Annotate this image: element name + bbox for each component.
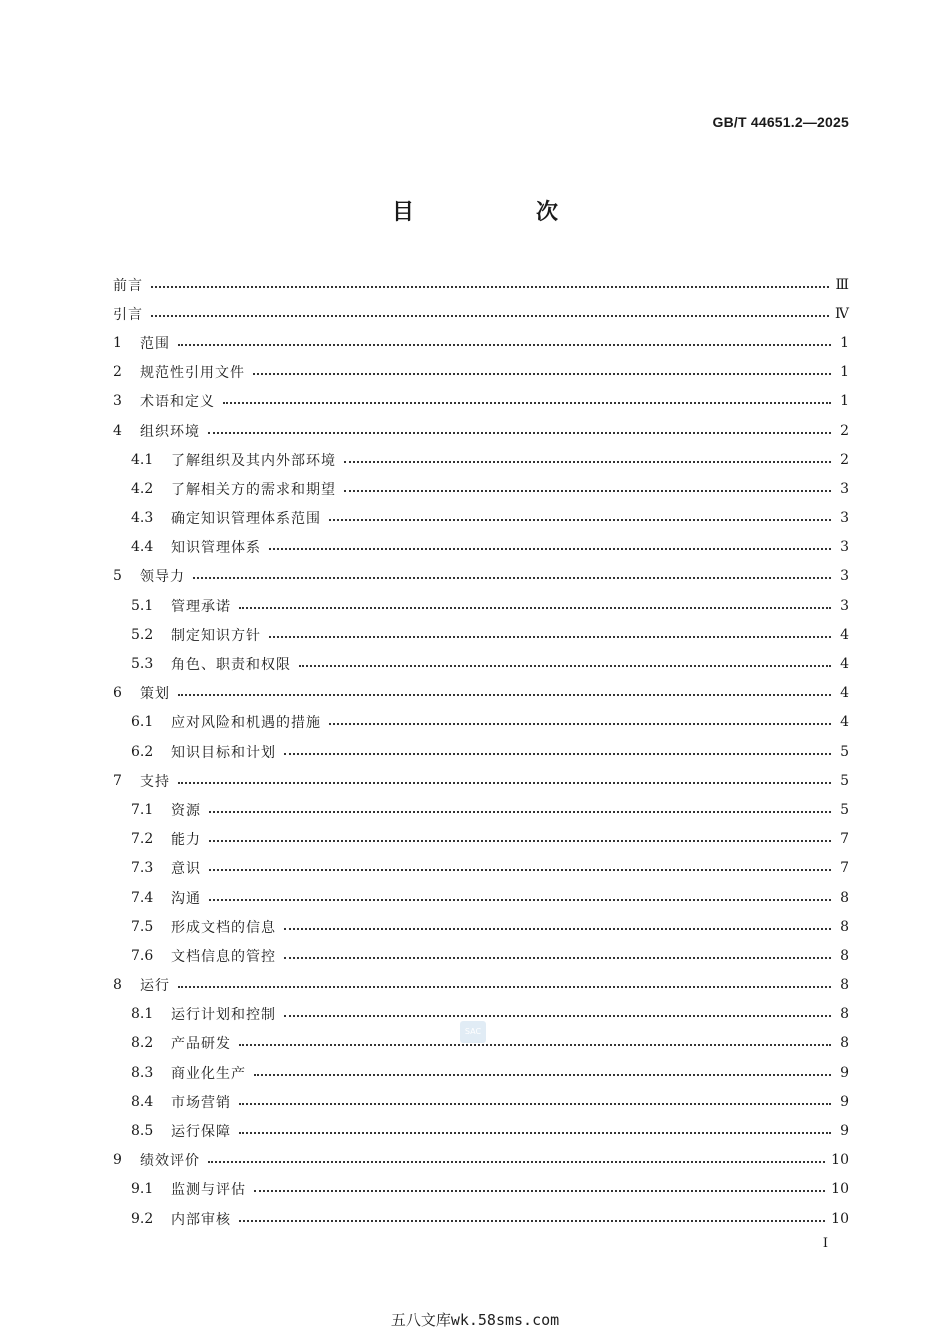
toc-entry-page: 1 xyxy=(840,334,849,351)
toc-entry-label: 规范性引用文件 xyxy=(140,365,245,382)
toc-entry-page: 3 xyxy=(840,510,849,527)
toc-dot-leader xyxy=(239,1044,831,1046)
toc-dot-leader xyxy=(329,519,831,521)
toc-dot-leader xyxy=(178,986,831,988)
toc-entry[interactable] xyxy=(113,591,849,620)
toc-entry-number: 9 xyxy=(113,1152,122,1169)
toc-entry-number: 6.1 xyxy=(131,714,154,731)
toc-entry-page: 5 xyxy=(840,801,849,818)
toc-entry[interactable] xyxy=(113,504,849,533)
toc-entry-label: 文档信息的管控 xyxy=(171,948,276,965)
toc-entry-page: 8 xyxy=(840,977,849,994)
toc-dot-leader xyxy=(239,1220,825,1222)
toc-dot-leader xyxy=(193,577,831,579)
toc-entry[interactable] xyxy=(113,766,849,795)
toc-dot-leader xyxy=(209,811,831,813)
toc-entry-label: 制定知识方针 xyxy=(171,627,261,644)
toc-dot-leader xyxy=(269,548,831,550)
toc-entry-label: 了解相关方的需求和期望 xyxy=(171,481,336,498)
toc-entry-number: 5.1 xyxy=(131,597,154,614)
toc-entry-label: 了解组织及其内外部环境 xyxy=(171,452,336,469)
toc-entry-page: 3 xyxy=(840,480,849,497)
toc-entry-number: 8 xyxy=(113,977,122,994)
toc-entry-number: 2 xyxy=(113,364,122,381)
toc-dot-leader xyxy=(254,1190,825,1192)
toc-dot-leader xyxy=(209,899,831,901)
toc-entry-page: 7 xyxy=(840,860,849,877)
toc-dot-leader xyxy=(284,928,831,930)
toc-entry-label: 确定知识管理体系范围 xyxy=(171,511,321,528)
toc-entry[interactable] xyxy=(113,416,849,445)
toc-entry-page: 10 xyxy=(831,1181,849,1198)
toc-entry-number: 5 xyxy=(113,568,122,585)
toc-entry-label: 形成文档的信息 xyxy=(171,919,276,936)
toc-entry-page: 9 xyxy=(840,1064,849,1081)
toc-entry-label: 组织环境 xyxy=(140,423,200,440)
toc-dot-leader xyxy=(209,869,831,871)
toc-entry-number: 7.3 xyxy=(131,860,154,877)
toc-entry-label: 内部审核 xyxy=(171,1211,231,1228)
toc-entry[interactable] xyxy=(113,1087,849,1116)
toc-entry-label: 资源 xyxy=(171,802,201,819)
toc-entry-label: 术语和定义 xyxy=(140,394,215,411)
toc-entry-label: 监测与评估 xyxy=(171,1182,246,1199)
toc-entry-number: 1 xyxy=(113,334,122,351)
toc-entry-label: 前言 xyxy=(113,277,143,294)
toc-dot-leader xyxy=(284,753,831,755)
toc-entry-page: 4 xyxy=(840,714,849,731)
toc-entry-label: 角色、职责和权限 xyxy=(171,657,291,674)
toc-entry-page: 8 xyxy=(840,889,849,906)
toc-entry-page: 4 xyxy=(840,626,849,643)
toc-entry-number: 5.3 xyxy=(131,656,154,673)
toc-entry-number: 4.3 xyxy=(131,510,154,527)
toc-entry-label: 意识 xyxy=(171,861,201,878)
toc-entry-label: 领导力 xyxy=(140,569,185,586)
toc-dot-leader xyxy=(284,1015,831,1017)
toc-entry-page: 5 xyxy=(840,772,849,789)
table-of-contents xyxy=(113,270,849,1233)
toc-entry[interactable] xyxy=(113,562,849,591)
toc-dot-leader xyxy=(254,1074,831,1076)
toc-entry-number: 3 xyxy=(113,393,122,410)
toc-entry-number: 4.4 xyxy=(131,539,154,556)
toc-entry-page: 10 xyxy=(831,1210,849,1227)
toc-entry-label: 运行 xyxy=(140,978,170,995)
toc-entry[interactable] xyxy=(113,1204,849,1233)
toc-entry[interactable] xyxy=(113,1058,849,1087)
toc-entry[interactable] xyxy=(113,1146,849,1175)
toc-dot-leader xyxy=(284,957,831,959)
toc-entry-label: 应对风险和机遇的措施 xyxy=(171,715,321,732)
toc-dot-leader xyxy=(344,461,831,463)
toc-dot-leader xyxy=(209,840,831,842)
toc-entry[interactable] xyxy=(113,299,849,328)
toc-dot-leader xyxy=(178,782,831,784)
toc-dot-leader xyxy=(344,490,831,492)
toc-entry-page: 1 xyxy=(840,393,849,410)
page-title: 目 次 xyxy=(391,200,608,225)
toc-entry-page: 3 xyxy=(840,597,849,614)
toc-entry-page: 1 xyxy=(840,364,849,381)
toc-entry[interactable] xyxy=(113,854,849,883)
toc-entry-label: 支持 xyxy=(140,773,170,790)
toc-dot-leader xyxy=(269,636,831,638)
toc-entry-label: 知识目标和计划 xyxy=(171,744,276,761)
toc-entry-number: 4.1 xyxy=(131,451,154,468)
toc-entry-number: 9.1 xyxy=(131,1181,154,1198)
toc-entry-page: 7 xyxy=(840,831,849,848)
toc-entry-number: 6.2 xyxy=(131,743,154,760)
site-watermark-text: 五八文库wk.58sms.com xyxy=(390,1311,560,1329)
toc-entry-number: 4 xyxy=(113,422,122,439)
toc-dot-leader xyxy=(299,665,831,667)
toc-dot-leader xyxy=(239,1103,831,1105)
toc-entry-label: 运行保障 xyxy=(171,1124,231,1141)
toc-entry-label: 管理承诺 xyxy=(171,598,231,615)
toc-entry-number: 8.3 xyxy=(131,1064,154,1081)
toc-entry-number: 7.2 xyxy=(131,831,154,848)
toc-entry[interactable] xyxy=(113,270,849,299)
toc-dot-leader xyxy=(329,723,831,725)
toc-entry-number: 8.5 xyxy=(131,1123,154,1140)
toc-entry-label: 能力 xyxy=(171,832,201,849)
toc-entry[interactable] xyxy=(113,971,849,1000)
toc-entry-page: 5 xyxy=(840,743,849,760)
toc-entry-page: 2 xyxy=(840,422,849,439)
watermark-logo: SAC xyxy=(460,1021,486,1043)
toc-entry-number: 7.4 xyxy=(131,889,154,906)
toc-entry-number: 7.5 xyxy=(131,918,154,935)
toc-dot-leader xyxy=(239,1132,831,1134)
toc-entry-page: 10 xyxy=(831,1152,849,1169)
toc-entry[interactable] xyxy=(113,708,849,737)
toc-dot-leader xyxy=(151,315,829,317)
toc-entry-number: 8.4 xyxy=(131,1093,154,1110)
toc-entry-label: 沟通 xyxy=(171,890,201,907)
toc-entry-label: 范围 xyxy=(140,335,170,352)
toc-entry-label: 运行计划和控制 xyxy=(171,1007,276,1024)
toc-entry[interactable] xyxy=(113,620,849,649)
toc-entry-page: 8 xyxy=(840,918,849,935)
toc-entry-number: 4.2 xyxy=(131,480,154,497)
toc-dot-leader xyxy=(178,694,831,696)
toc-entry-number: 7 xyxy=(113,772,122,789)
toc-entry[interactable] xyxy=(113,474,849,503)
toc-entry-number: 5.2 xyxy=(131,626,154,643)
toc-entry-label: 知识管理体系 xyxy=(171,540,261,557)
toc-entry-page: 8 xyxy=(840,1006,849,1023)
toc-entry-label: 绩效评价 xyxy=(140,1153,200,1170)
toc-entry[interactable] xyxy=(113,737,849,766)
toc-entry-page: 4 xyxy=(840,685,849,702)
toc-dot-leader xyxy=(239,607,831,609)
toc-entry[interactable] xyxy=(113,795,849,824)
toc-entry-page: 9 xyxy=(840,1093,849,1110)
toc-entry-number: 7.1 xyxy=(131,801,154,818)
toc-entry[interactable] xyxy=(113,649,849,678)
toc-entry-page: 4 xyxy=(840,656,849,673)
toc-entry-page: 2 xyxy=(840,451,849,468)
toc-entry-page: 8 xyxy=(840,1035,849,1052)
toc-entry[interactable] xyxy=(113,1175,849,1204)
toc-dot-leader xyxy=(208,1161,825,1163)
toc-entry[interactable] xyxy=(113,941,849,970)
toc-entry[interactable] xyxy=(113,358,849,387)
toc-entry-number: 8.1 xyxy=(131,1006,154,1023)
toc-entry[interactable] xyxy=(113,328,849,357)
toc-entry[interactable] xyxy=(113,387,849,416)
toc-entry-label: 产品研发 xyxy=(171,1036,231,1053)
toc-entry-page: Ⅲ xyxy=(835,276,849,293)
toc-entry-label: 策划 xyxy=(140,686,170,703)
toc-dot-leader xyxy=(253,373,831,375)
toc-entry-label: 市场营销 xyxy=(171,1094,231,1111)
toc-entry-number: 9.2 xyxy=(131,1210,154,1227)
toc-entry[interactable] xyxy=(113,679,849,708)
toc-dot-leader xyxy=(151,286,829,288)
toc-entry-page: 3 xyxy=(840,568,849,585)
toc-entry-page: Ⅳ xyxy=(835,305,849,322)
toc-entry[interactable] xyxy=(113,1116,849,1145)
toc-entry[interactable] xyxy=(113,533,849,562)
toc-entry-page: 8 xyxy=(840,947,849,964)
toc-dot-leader xyxy=(178,344,831,346)
toc-entry-number: 7.6 xyxy=(131,947,154,964)
page-number: I xyxy=(822,1236,828,1251)
toc-entry[interactable] xyxy=(113,883,849,912)
toc-entry-page: 3 xyxy=(840,539,849,556)
toc-entry[interactable] xyxy=(113,912,849,941)
toc-entry-page: 9 xyxy=(840,1123,849,1140)
toc-entry[interactable] xyxy=(113,445,849,474)
toc-entry-label: 引言 xyxy=(113,306,143,323)
toc-entry-label: 商业化生产 xyxy=(171,1065,246,1082)
toc-dot-leader xyxy=(223,402,831,404)
toc-entry-number: 6 xyxy=(113,685,122,702)
toc-entry[interactable] xyxy=(113,825,849,854)
toc-entry-number: 8.2 xyxy=(131,1035,154,1052)
toc-dot-leader xyxy=(208,432,831,434)
standard-code: GB/T 44651.2—2025 xyxy=(712,114,849,130)
